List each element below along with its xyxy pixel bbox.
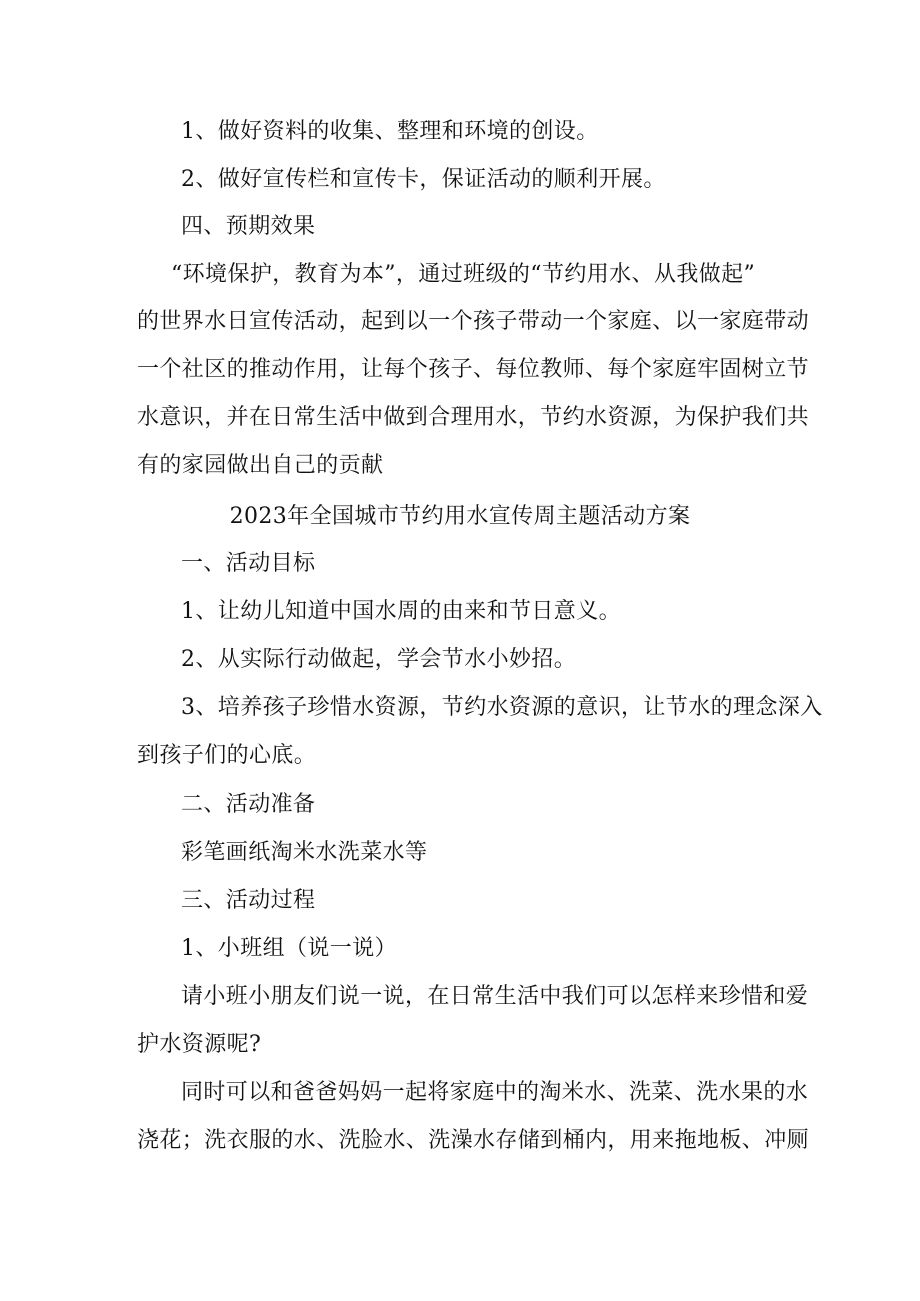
goal-item: 1、让幼儿知道中国水周的由来和节日意义。 [181,599,621,624]
paragraph-line: 请小班小朋友们说一说，在日常生活中我们可以怎样来珍惜和爱 [181,984,809,1009]
paragraph-line: 浇花；洗衣服的水、洗脸水、洗澡水存储到桶内，用来拖地板、冲厕 [137,1128,810,1153]
heading-expected-effect: 四、预期效果 [181,214,316,239]
paragraph-line: 有的家园做出自己的贡献 [137,453,384,478]
paragraph-line: 水意识，并在日常生活中做到合理用水，节约水资源，为保护我们共 [137,405,810,430]
subheading-small-class: 1、小班组（说一说） [181,936,397,961]
item-prepare-boards: 2、做好宣传栏和宣传卡，保证活动的顺利开展。 [181,167,666,192]
goal-item-continued: 到孩子们的心底。 [137,743,317,768]
paragraph-line: 护水资源呢? [137,1032,262,1057]
paragraph-line: “环境保护，教育为本”，通过班级的“节约用水、从我做起” [171,262,756,287]
paragraph-line: 的世界水日宣传活动，起到以一个孩子带动一个家庭、以一家庭带动 [137,309,810,334]
goal-item: 3、培养孩子珍惜水资源，节约水资源的意识，让节水的理念深入 [181,695,823,720]
goal-item: 2、从实际行动做起，学会节水小妙招。 [181,647,577,672]
paragraph-line: 同时可以和爸爸妈妈一起将家庭中的淘米水、洗菜、洗水果的水 [181,1080,809,1105]
heading-activity-prep: 二、活动准备 [181,792,316,817]
heading-activity-process: 三、活动过程 [181,888,316,913]
section-title: 2023年全国城市节约用水宣传周主题活动方案 [229,504,691,529]
heading-activity-goals: 一、活动目标 [181,551,316,576]
prep-materials: 彩笔画纸淘米水洗菜水等 [181,840,428,865]
item-prepare-materials: 1、做好资料的收集、整理和环境的创设。 [181,119,599,144]
paragraph-line: 一个社区的推动作用，让每个孩子、每位教师、每个家庭牢固树立节 [137,357,810,382]
